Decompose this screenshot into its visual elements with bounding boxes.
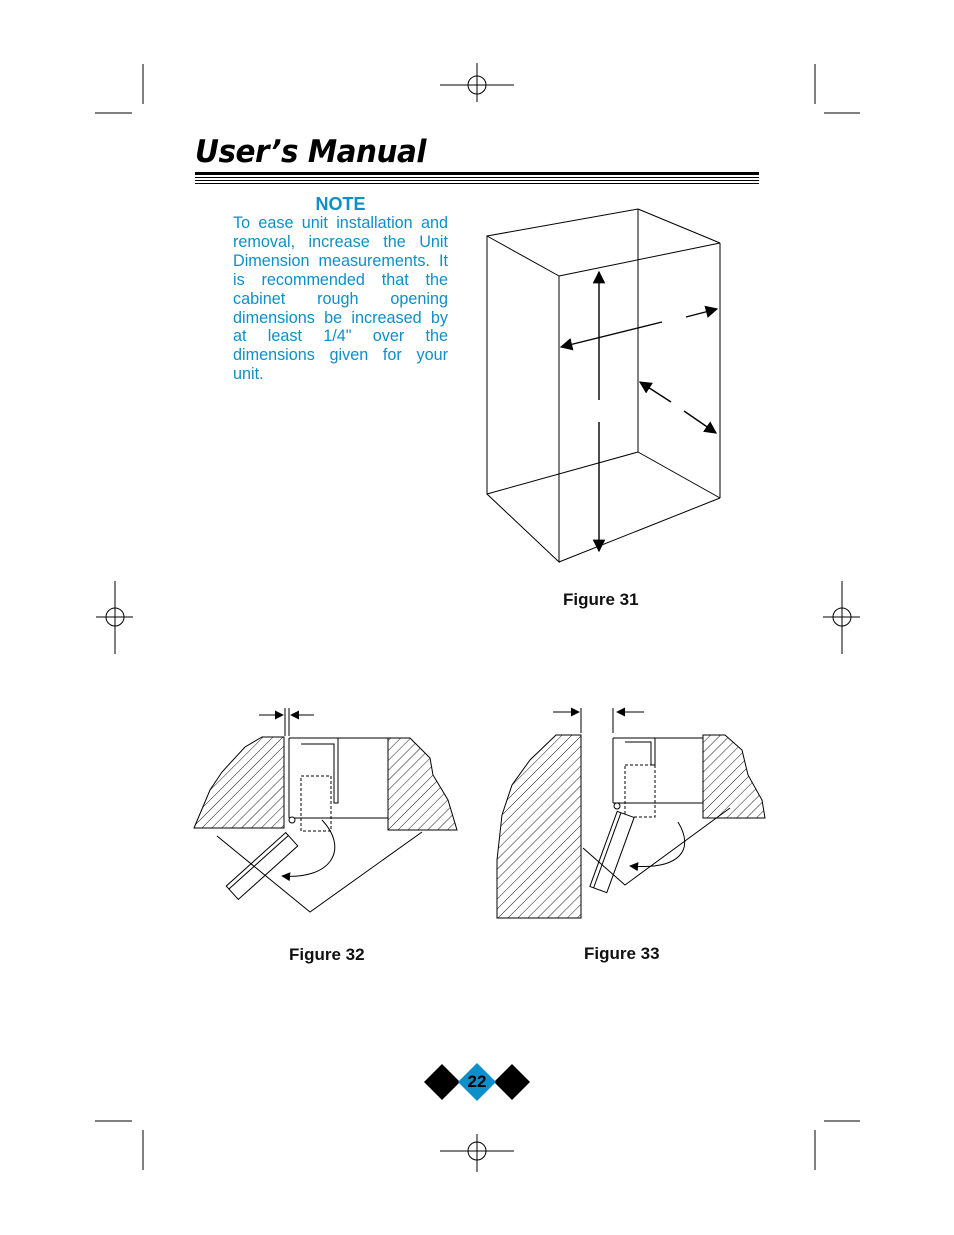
note-body: To ease unit installation and removal, increase the Unit Dimension measurements. It is recommended that the cabinet rough opening dimensions be increased by at least 1/4" over the dimensions given for your unit. [233, 214, 448, 384]
figure-33-caption: Figure 33 [584, 944, 660, 963]
page-title: User’s Manual [195, 134, 427, 170]
figure-31-caption: Figure 31 [563, 590, 639, 609]
figure-32-caption: Figure 32 [289, 945, 365, 964]
note-heading: NOTE [315, 194, 366, 214]
page-number: 22 [467, 1072, 487, 1091]
